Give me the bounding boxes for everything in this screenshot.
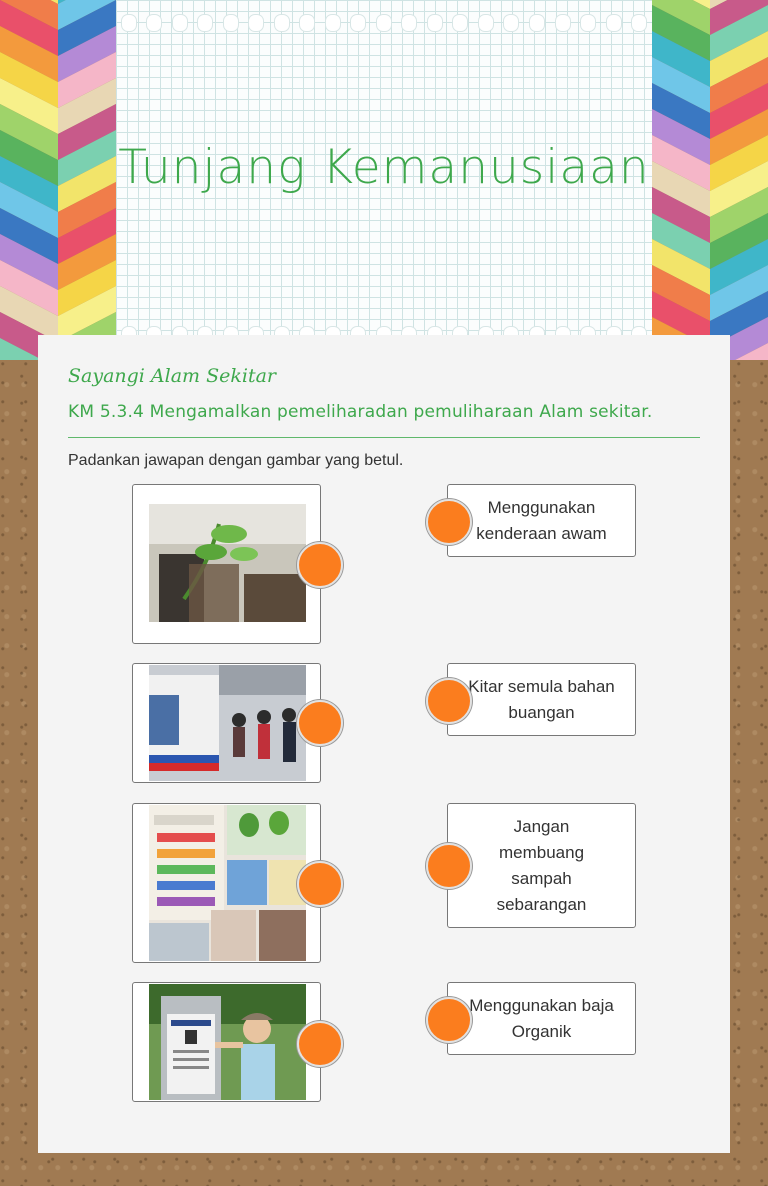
- connector-dot-image-2[interactable]: [297, 700, 343, 746]
- connector-dot-image-1[interactable]: [297, 542, 343, 588]
- answer-label-4: Menggunakan baja Organik: [469, 995, 614, 1041]
- image-card-2[interactable]: [132, 663, 321, 783]
- train-photo: [149, 665, 306, 781]
- recycled-bottles-photo: [149, 805, 306, 961]
- page-title: Tunjang Kemanusiaan: [118, 140, 650, 195]
- answer-card-1[interactable]: [447, 484, 636, 557]
- instruction-text: Padankan jawapan dengan gambar yang betul.: [68, 452, 404, 469]
- chevron-left-svg: [0, 0, 116, 360]
- connector-dot-image-4[interactable]: [297, 1021, 343, 1067]
- chevron-pattern-left: [0, 0, 116, 360]
- activity-card: [38, 335, 730, 1153]
- connector-dot-image-3[interactable]: [297, 861, 343, 907]
- answer-label-2: Kitar semula bahan buangan: [468, 676, 615, 722]
- image-card-1[interactable]: [132, 484, 321, 644]
- answer-card-4[interactable]: [447, 982, 636, 1055]
- answer-label-3: Jangan membuang sampah sebarangan: [496, 816, 587, 914]
- chevron-pattern-right: [652, 0, 768, 360]
- header-paper: [116, 0, 652, 345]
- seedling-photo: [149, 504, 306, 622]
- connector-dot-answer-3[interactable]: [426, 843, 472, 889]
- connector-dot-answer-2[interactable]: [426, 678, 472, 724]
- paper-holes-top: [116, 14, 652, 30]
- connector-dot-answer-4[interactable]: [426, 997, 472, 1043]
- section-subtitle: Sayangi Alam Sekitar: [68, 365, 276, 387]
- answer-card-2[interactable]: [447, 663, 636, 736]
- divider: [68, 437, 700, 438]
- image-card-3[interactable]: [132, 803, 321, 963]
- image-card-4[interactable]: [132, 982, 321, 1102]
- trash-bin-photo: [149, 984, 306, 1100]
- chevron-right-svg: [652, 0, 768, 360]
- standard-text: KM 5.3.4 Mengamalkan pemeliharadan pemuliharaan Alam sekitar.: [68, 402, 653, 422]
- answer-label-1: Menggunakan kenderaan awam: [476, 497, 607, 543]
- connector-dot-answer-1[interactable]: [426, 499, 472, 545]
- answer-card-3[interactable]: [447, 803, 636, 928]
